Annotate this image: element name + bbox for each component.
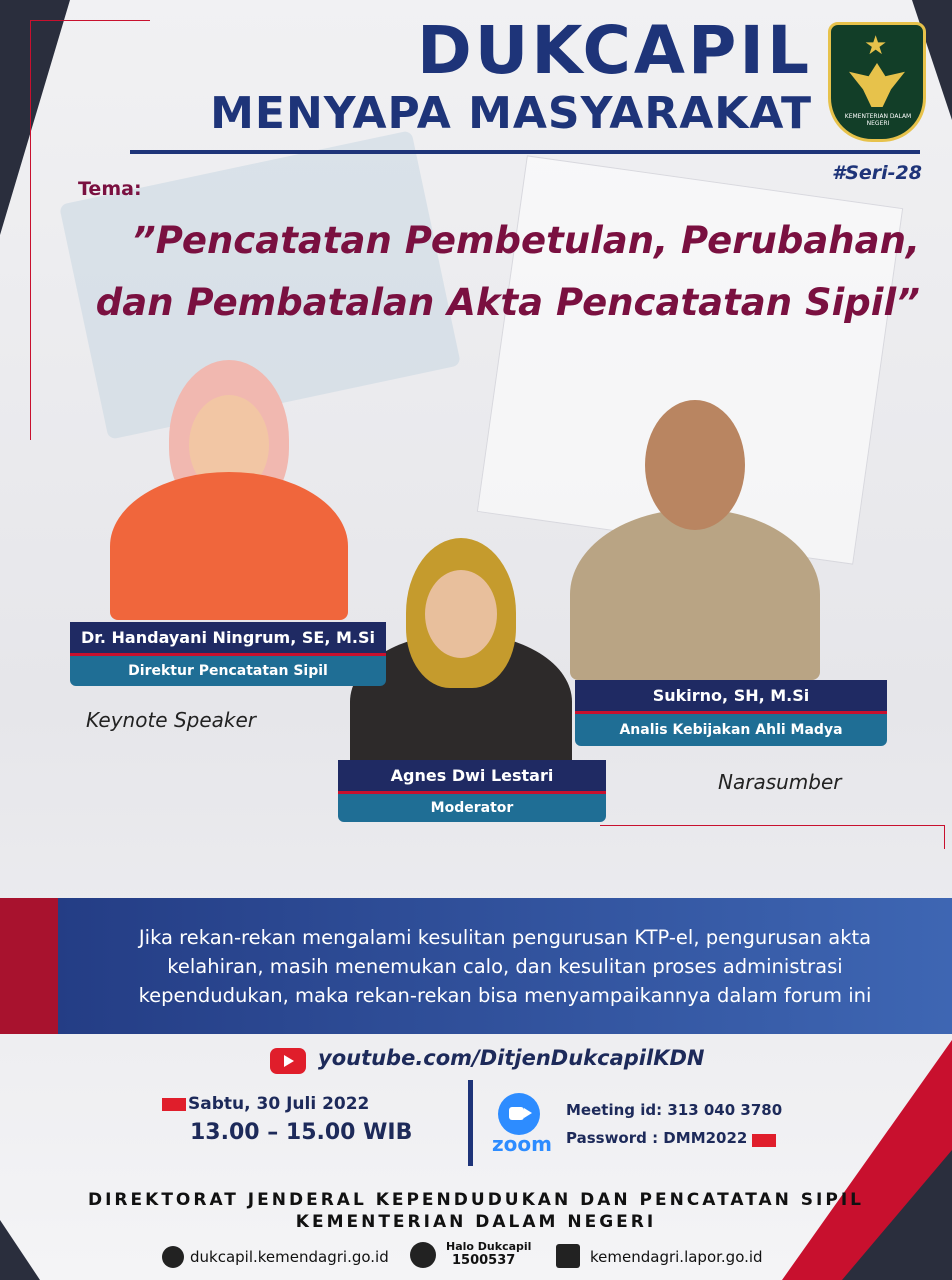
banner-text: Jika rekan-rekan mengalami kesulitan pengurusan KTP-el, pengurusan akta kelahiran, masih menemukan calo, dan kesulitan proses administrasi kependudukan, maka rekan-rekan bisa menyampaikannya dalam forum ini	[138, 925, 872, 1007]
keynote-speaker-photo	[110, 350, 348, 620]
meeting-password: Password : DMM2022	[566, 1129, 748, 1147]
play-icon	[284, 1055, 294, 1067]
halo-number[interactable]: 1500537	[452, 1253, 516, 1268]
speaker-role: Analis Kebijakan Ahli Madya	[575, 714, 887, 746]
flag-icon	[752, 1134, 776, 1147]
narasumber-caption: Narasumber	[718, 770, 842, 794]
organization-name: DIREKTORAT JENDERAL KEPENDUDUKAN DAN PENCATATAN SIPIL	[88, 1190, 864, 1210]
theme-label: Tema:	[78, 178, 142, 200]
speaker-name: Sukirno, SH, M.Si	[575, 680, 887, 714]
lapor-link[interactable]: kemendagri.lapor.go.id	[590, 1248, 763, 1266]
meeting-id: Meeting id: 313 040 3780	[566, 1101, 783, 1119]
speaker-role: Direktur Pencatatan Sipil	[70, 656, 386, 686]
info-banner	[58, 898, 952, 1034]
kemendagri-emblem-icon	[828, 22, 926, 142]
keynote-caption: Keynote Speaker	[86, 708, 257, 732]
youtube-link[interactable]: youtube.com/DitjenDukcapilKDN	[318, 1046, 705, 1070]
speaker-name: Dr. Handayani Ningrum, SE, M.Si	[70, 622, 386, 656]
event-date: Sabtu, 30 Juli 2022	[188, 1094, 370, 1114]
website-link[interactable]: dukcapil.kemendagri.go.id	[190, 1248, 389, 1266]
theme-line-1: ”Pencatatan Pembetulan, Perubahan,	[131, 219, 920, 262]
camera-icon	[509, 1107, 524, 1120]
narasumber-photo	[570, 395, 820, 680]
headset-icon	[410, 1242, 436, 1268]
garuda-icon	[849, 63, 905, 107]
ministry-name: KEMENTERIAN DALAM NEGERI	[295, 1212, 657, 1232]
halo-label: Halo Dukcapil	[446, 1240, 532, 1253]
series-label: #Seri-28	[832, 162, 922, 184]
speaker-name: Agnes Dwi Lestari	[338, 760, 606, 794]
theme-line-2: dan Pembatalan Akta Pencatatan Sipil”	[95, 281, 920, 324]
zoom-label: zoom	[492, 1132, 552, 1156]
page-subtitle: MENYAPA MASYARAKAT	[210, 88, 812, 139]
banner-accent	[0, 898, 58, 1034]
flag-icon	[162, 1098, 186, 1111]
divider	[130, 150, 920, 154]
star-icon: ★	[864, 31, 888, 61]
mail-icon	[556, 1244, 580, 1268]
emblem-text: KEMENTERIAN DALAM NEGERI	[844, 113, 912, 127]
speaker-role: Moderator	[338, 794, 606, 822]
camera-icon	[524, 1108, 532, 1118]
divider	[468, 1080, 473, 1166]
frame-line	[600, 825, 945, 849]
event-time: 13.00 – 15.00 WIB	[190, 1120, 413, 1145]
globe-icon	[162, 1246, 184, 1268]
page-title: DUKCAPIL	[416, 12, 812, 89]
